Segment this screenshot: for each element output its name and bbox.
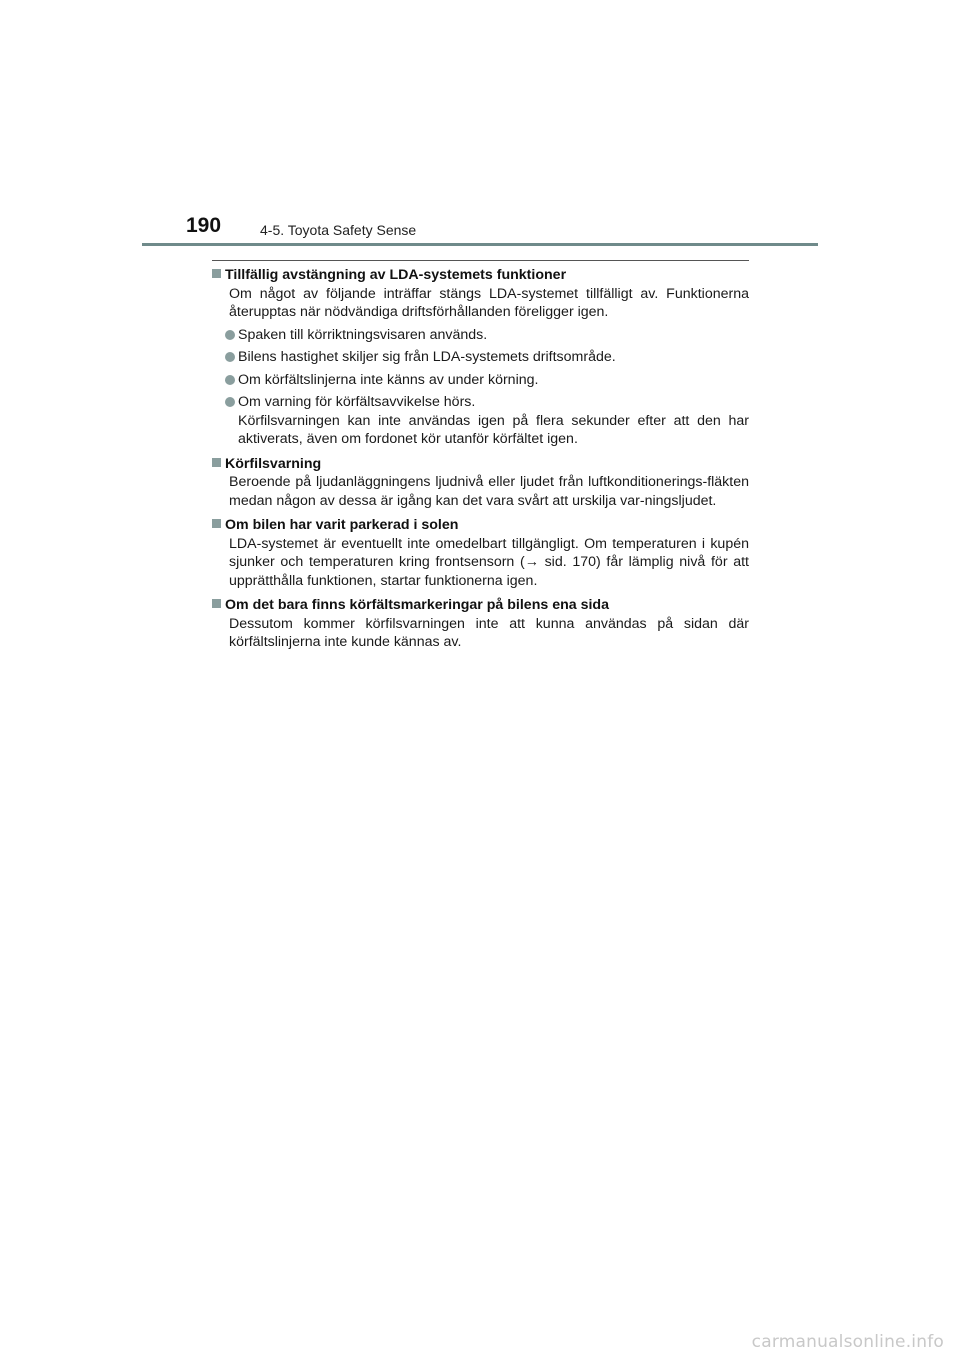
circle-bullet-icon	[225, 397, 235, 407]
square-bullet-icon	[212, 269, 221, 278]
list-item	[212, 393, 749, 449]
square-bullet-icon	[212, 458, 221, 467]
list-item	[212, 326, 749, 345]
section-heading	[212, 266, 749, 285]
section-text: Dessutom kommer körfilsvarningen inte att kunna användas på sidan där körfältslinjerna inte kunde kännas av.	[229, 615, 749, 650]
circle-bullet-icon	[225, 352, 235, 362]
list-item-body	[238, 393, 749, 449]
section-one-side-markings	[212, 596, 749, 652]
list-item-text: Om körfältslinjerna inte känns av under körning.	[238, 371, 539, 388]
section-heading	[212, 516, 749, 535]
section-text: LDA-systemet är eventuellt inte omedelbart tillgängligt. Om temperaturen i kupén sjunker och temperaturen kring frontsensorn (→ sid. 170) får lämplig nivå för att upprätthålla funktionen, startar funktionerna igen.	[229, 535, 749, 589]
content-rule	[212, 260, 749, 261]
square-bullet-icon	[212, 519, 221, 528]
section-heading-text: Om bilen har varit parkerad i solen	[225, 517, 459, 533]
section-parked-in-sun	[212, 516, 749, 590]
section-text: Om något av följande inträffar stängs LDA-systemet tillfälligt av. Funktionerna återupptas när nödvändiga driftsförhållanden föreligger igen.	[229, 285, 749, 320]
circle-bullet-icon	[225, 330, 235, 340]
list-item	[212, 348, 749, 367]
list-item-text: Bilens hastighet skiljer sig från LDA-systemets driftsområde.	[238, 349, 616, 365]
section-heading	[212, 596, 749, 615]
watermark: carmanualsonline.info	[751, 1332, 944, 1352]
section-heading-text: Tillfällig avstängning av LDA-systemets funktioner	[225, 267, 567, 283]
section-lane-warning	[212, 455, 749, 511]
list-item-text: Spaken till körriktningsvisaren används.	[238, 326, 488, 343]
list-item	[212, 371, 749, 390]
list-item-text: Om varning för körfältsavvikelse hörs.	[238, 394, 476, 410]
list-item-note: Körfilsvarningen kan inte användas igen på flera sekunder efter att den har aktiverats, även om fordonet kör utanför körfältet igen.	[238, 412, 749, 447]
manual-content	[212, 266, 749, 658]
section-heading	[212, 455, 749, 474]
section-title: 4-5. Toyota Safety Sense	[260, 222, 417, 238]
section-heading-text: Körfilsvarning	[225, 455, 322, 472]
circle-bullet-icon	[225, 375, 235, 385]
section-text: Beroende på ljudanläggningens ljudnivå eller ljudet från luftkonditionerings-fläkten medan någon av dessa är igång kan det vara svårt att urskilja var-ningsljudet.	[229, 474, 749, 509]
condition-list	[212, 326, 749, 449]
page-number: 190	[186, 214, 222, 237]
header-rule	[142, 243, 818, 246]
section-heading-text: Om det bara finns körfältsmarkeringar på bilens ena sida	[225, 597, 609, 613]
square-bullet-icon	[212, 599, 221, 608]
section-temporary-disable	[212, 266, 749, 449]
